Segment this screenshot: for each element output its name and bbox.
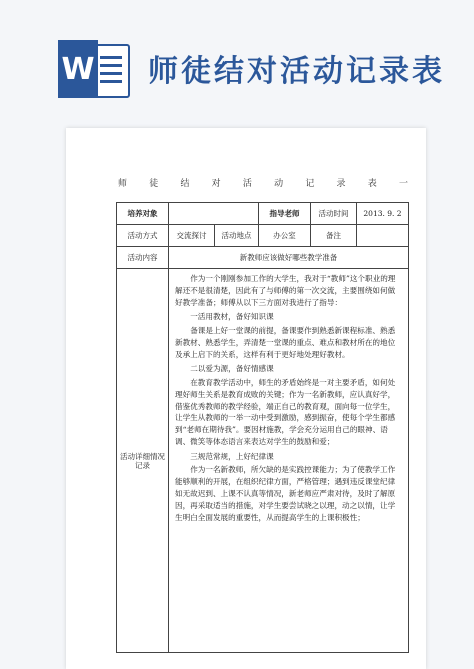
word-app-icon [58,40,130,98]
page-header [0,0,474,120]
table-row [117,203,409,225]
sheet-title-char: 师 [118,179,128,189]
record-table [116,202,409,653]
record-paragraph: 作为一名新教师，所欠缺的是实践控课能力；为了使教学工作能够顺利的开展，在组织纪律方面，严格管理；遇到违反课堂纪律如无故迟到、上课不认真等情况，新老师应严肃对待，及时了解原因，再采取适当的措施，对学生要尝试晓之以理，动之以情，让学生明白全面发展的重要性，从而提高学生的上课积极性； [175,465,396,522]
trainee-value [169,203,259,225]
table-row [117,247,409,269]
record-content [169,269,409,653]
page-title: 师徒结对活动记录表 [148,54,445,89]
record-paragraph: 在教育教学活动中，师生的矛盾始终是一对主要矛盾，如何处理好师生关系是教育成败的关键；作为一名新教师，应认真好学，借鉴优秀教师的教学经验，端正自己的教育观，面向每一位学生，让学生从教师的一举一动中受到激励，感到振奋，使每个学生都感到“老师在期待我”。要因材施教，学会充分运用自己的眼神、语调、微笑等体态语言来表达对学生的鼓励和爱； [175,378,396,446]
record-paragraph: 作为一个刚刚参加工作的大学生，我对于“教师”这个职业的理解还不是很清楚，因此有了与师傅的第一次交流，主要围绕如何做好教学准备；师傅从以下三方面对我进行了指导： [175,274,396,307]
table-row [117,225,409,247]
sheet-title-char: 表 [367,179,377,189]
word-letter-badge: W [58,40,98,98]
table-row [117,269,409,653]
record-heading: 二以爱为源，备好情感课 [190,364,274,374]
sheet-title-char: 录 [336,179,346,189]
method-value: 交流探讨 [169,225,215,247]
sheet-title-char: 记 [305,179,315,189]
method-label: 活动方式 [117,225,169,247]
place-label: 活动地点 [215,225,259,247]
content-value: 新教师应该做好哪些教学准备 [169,247,409,269]
sheet-title-char: 动 [274,179,284,189]
content-label: 活动内容 [117,247,169,269]
sheet-title-char: 一 [398,179,408,189]
record-paragraph: 备课是上好一堂课的前提，备课要作到熟悉新课程标准、熟悉新教材、熟悉学生，弄清楚一堂课的重点、难点和教材所在的地位及承上启下的关系，这样有利于更好地处理好教材。 [175,326,396,359]
mentor-label: 指导老师 [259,203,311,225]
trainee-label: 培养对象 [117,203,169,225]
sheet-title [118,176,408,189]
sheet-title-char: 结 [180,179,190,189]
record-heading: 三规范常规，上好纪律课 [190,451,274,461]
note-value [357,225,409,247]
record-heading: 一活用教材，备好知识课 [190,312,274,322]
note-label: 备注 [311,225,357,247]
sheet-title-char: 活 [242,179,252,189]
sheet-title-char: 对 [211,179,221,189]
time-value: 2013. 9. 2 [357,203,409,225]
sheet-title-char: 徒 [149,179,159,189]
document-page [66,128,426,669]
time-label: 活动时间 [311,203,357,225]
record-label: 活动详细情况记录 [117,269,169,653]
place-value: 办公室 [259,225,311,247]
